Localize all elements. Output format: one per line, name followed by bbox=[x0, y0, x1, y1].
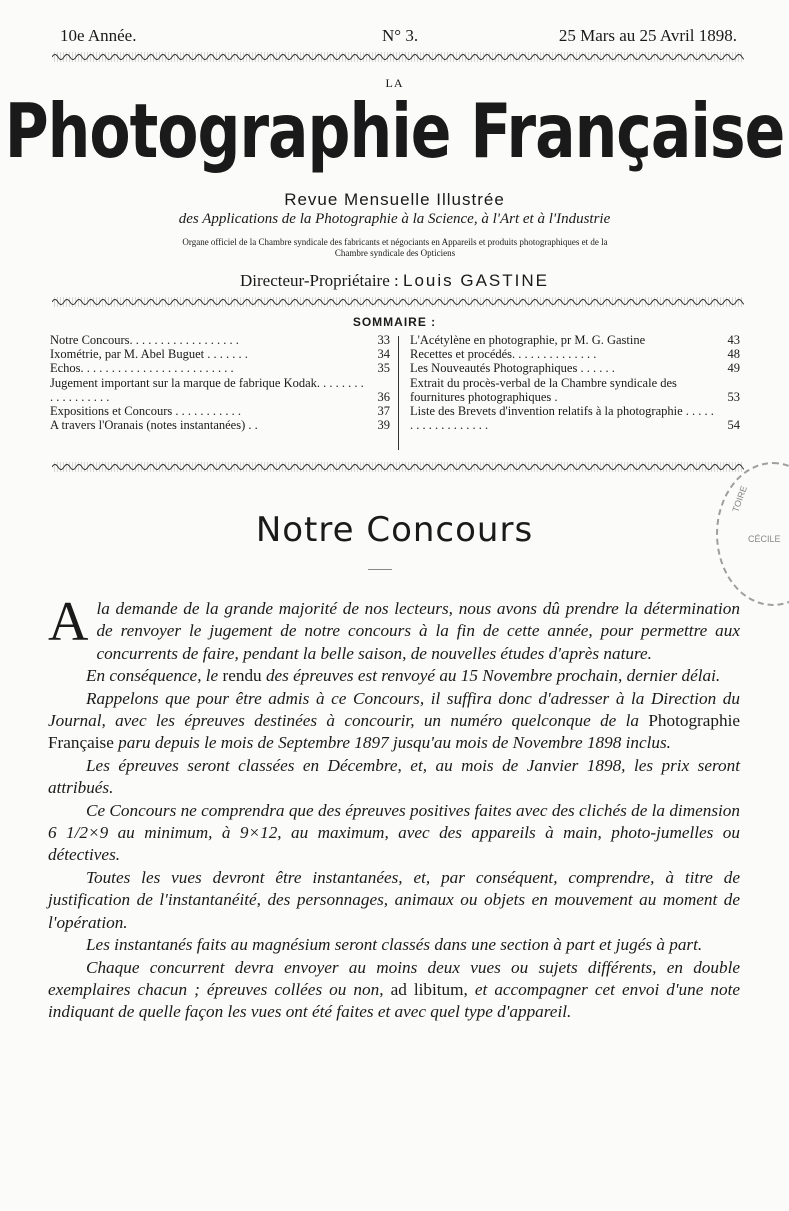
paragraph-8: Chaque concurrent devra envoyer au moins deux vues ou sujets différents, en double exemplaires chacun ; épreuves collées ou non, ad libitum, et accompagner cet envoi d'une note indiquant de quelle façon les vues ont été faites et avec quel type d'appareil. bbox=[48, 957, 741, 1022]
paragraph-6: Toutes les vues devront être instantanées, et, par conséquent, comprendre, à titre de justification de l'instantanéité, des personnages, animaux ou objets en mouvement au moment de l'opération. bbox=[48, 867, 740, 932]
organe-officiel bbox=[70, 237, 720, 259]
toc-item[interactable]: Jugement important sur la marque de fabrique Kodak. . . . . . . . . . . . . . . . . . 36 bbox=[50, 375, 390, 404]
article-title: Notre Concours bbox=[255, 510, 534, 550]
toc-item[interactable]: Echos. . . . . . . . . . . . . . . . . . . . . . . . . 35 bbox=[50, 361, 390, 376]
drop-cap: A bbox=[48, 591, 89, 653]
sommaire-left-column bbox=[50, 333, 390, 432]
toc-item[interactable]: Ixométrie, par M. Abel Buguet . . . . . . . 34 bbox=[50, 347, 390, 362]
issue-number: N° 3. bbox=[382, 26, 419, 45]
toc-item[interactable]: A travers l'Oranais (notes instantanées) . . 39 bbox=[50, 418, 390, 433]
journal-tagline: des Applications de la Photographie à la Science, à l'Art et à l'Industrie bbox=[178, 211, 611, 227]
ornament-border-middle bbox=[52, 297, 744, 307]
toc-item[interactable]: Recettes et procédés. . . . . . . . . . . . . . 48 bbox=[410, 347, 740, 362]
directeur-line bbox=[0, 271, 789, 291]
directeur-label: Directeur-Propriétaire : bbox=[240, 271, 399, 290]
toc-item[interactable]: L'Acétylène en photographie, pr M. G. Gastine 43 bbox=[410, 333, 740, 347]
organe-line-2: Chambre syndicale des Opticiens bbox=[334, 248, 456, 258]
article-body bbox=[48, 591, 741, 1024]
paragraph-1: Ala demande de la grande majorité de nos lecteurs, nous avons dû prendre la détermination de renvoyer le jugement de notre concours à la fin de cette année, pour permettre aux concurrents de faire, pendant la belle saison, de nouvelles études d'après nature. bbox=[48, 591, 740, 663]
sommaire-divider bbox=[398, 336, 399, 450]
library-stamp: TOIRE CÉCILE bbox=[716, 462, 789, 606]
paragraph-3: Rappelons que pour être admis à ce Concours, il suffira donc d'adresser à la Direction du Journal, avec les épreuves destinées à concourir, un numéro quelconque de la Photographie Française paru depuis le mois de Septembre 1897 jusqu'au mois de Novembre 1898 inclus. bbox=[48, 688, 740, 753]
masthead-article: LA bbox=[385, 76, 404, 90]
toc-item[interactable]: Extrait du procès-verbal de la Chambre syndicale des fournitures photographiques . 53 bbox=[410, 375, 740, 404]
ornament-border-top bbox=[52, 52, 744, 62]
journal-title: Photographie Française bbox=[4, 88, 785, 176]
title-rule bbox=[368, 569, 392, 570]
issue-date: 25 Mars au 25 Avril 1898. bbox=[558, 26, 737, 45]
paragraph-5: Ce Concours ne comprendra que des épreuves positives faites avec des clichés de la dimension 6 1/2×9 au minimum, à 9×12, au maximum, avec des appareils à main, photo-jumelles ou détectives. bbox=[48, 800, 740, 865]
sommaire-title: SOMMAIRE : bbox=[352, 315, 437, 329]
paragraph-2: En conséquence, le rendu des épreuves est renvoyé au 15 Novembre prochain, dernier délai. bbox=[86, 666, 721, 686]
paragraph-7: Les instantanés faits au magnésium seront classés dans une section à part et jugés à part. bbox=[86, 935, 703, 955]
paragraph-4: Les épreuves seront classées en Décembre, et, au mois de Janvier 1898, les prix seront attribués. bbox=[48, 755, 740, 798]
toc-item[interactable]: Notre Concours. . . . . . . . . . . . . . . . . . 33 bbox=[50, 333, 390, 347]
sommaire-right-column bbox=[410, 333, 740, 432]
organe-line-1: Organe officiel de la Chambre syndicale des fabricants et négociants en Appareils et produits photographiques et de la bbox=[182, 237, 608, 247]
toc-item[interactable]: Expositions et Concours . . . . . . . . . . . 37 bbox=[50, 404, 390, 419]
journal-subtitle: Revue Mensuelle Illustrée bbox=[284, 190, 505, 209]
issue-year: 10e Année. bbox=[60, 26, 137, 45]
directeur-name: Louis GASTINE bbox=[402, 271, 549, 290]
ornament-border-bottom bbox=[52, 462, 744, 472]
toc-item[interactable]: Les Nouveautés Photographiques . . . . . . 49 bbox=[410, 361, 740, 376]
toc-item[interactable]: Liste des Brevets d'invention relatifs à la photographie . . . . . . . . . . . . . . . . . . 54 bbox=[410, 404, 740, 433]
issue-header bbox=[60, 26, 737, 46]
